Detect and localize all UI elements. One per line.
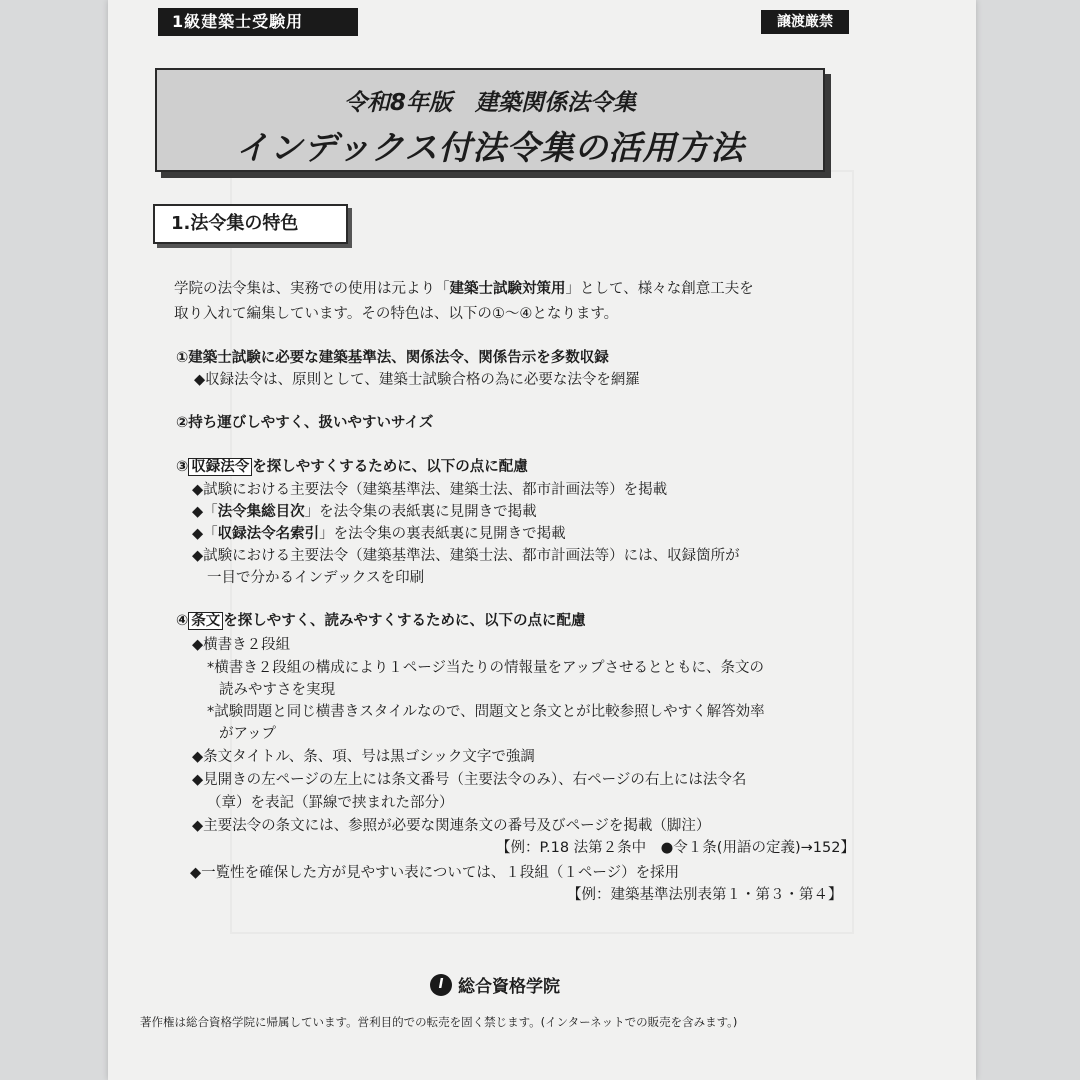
item4-heading: ④ 条文 を探しやすく、読みやすくするために、以下の点に配慮 bbox=[176, 613, 586, 629]
logo-mark-icon: I bbox=[430, 974, 452, 996]
item4-bullet2: ◆条文タイトル、条、項、号は黒ゴシック文字で強調 bbox=[192, 749, 535, 765]
item4-bullet5-example: 【例：建築基準法別表第１・第３・第４】 bbox=[567, 887, 843, 903]
item3-boxed-term: 収録法令 bbox=[188, 458, 252, 476]
item4-sub2-line2: がアップ bbox=[219, 726, 276, 742]
item4-bullet5: ◆一覧性を確保した方が見やすい表については、１段組（１ページ）を採用 bbox=[190, 865, 680, 881]
item4-bullet1: ◆横書き２段組 bbox=[192, 637, 291, 653]
item4-sub1-line1: *横書き２段組の構成により１ページ当たりの情報量をアップさせるとともに、条文の bbox=[207, 660, 764, 676]
item3-bullet2: ◆「法令集総目次」を法令集の表紙裏に見開きで掲載 bbox=[192, 504, 537, 520]
item4-boxed-term: 条文 bbox=[188, 612, 223, 630]
item1-heading: ①建築士試験に必要な建築基準法、関係法令、関係告示を多数収録 bbox=[176, 350, 609, 366]
intro-bold: 建築士試験対策用 bbox=[449, 281, 566, 297]
item3-bullet4-line2: 一目で分かるインデックスを印刷 bbox=[207, 570, 425, 586]
publisher-name: 総合資格学院 bbox=[458, 977, 560, 997]
item4-bullet3-line2: （章）を表記（罫線で挟まれた部分） bbox=[207, 795, 454, 811]
item4-bullet4: ◆主要法令の条文には、参照が必要な関連条文の番号及びページを掲載（脚注） bbox=[192, 818, 711, 834]
item3-heading: ③ 収録法令 を探しやすくするために、以下の点に配慮 bbox=[176, 459, 528, 475]
item4-bullet3-line1: ◆見開きの左ページの左上には条文番号（主要法令のみ）、右ページの右上には法令名 bbox=[192, 772, 747, 788]
item4-sub2-line1: *試験問題と同じ横書きスタイルなので、問題文と条文とが比較参照しやすく解答効率 bbox=[207, 704, 765, 720]
intro-line1: 学院の法令集は、実務での使用は元より「建築士試験対策用」として、様々な創意工夫を bbox=[174, 281, 754, 297]
item3-bullet1: ◆試験における主要法令（建築基準法、建築士法、都市計画法等）を掲載 bbox=[192, 482, 668, 498]
title-line1: 令和8年版 建築関係法令集 bbox=[343, 90, 636, 116]
title-box bbox=[155, 68, 825, 172]
exam-label-tab: 1級建築士受験用 bbox=[158, 8, 358, 36]
item3-bullet4-line1: ◆試験における主要法令（建築基準法、建築士法、都市計画法等）には、収録箇所が bbox=[192, 548, 740, 564]
title-line2: インデックス付法令集の活用方法 bbox=[235, 128, 745, 167]
item1-bullet1: ◆収録法令は、原則として、建築士試験合格の為に必要な法令を網羅 bbox=[194, 372, 640, 388]
section-heading: 1.法令集の特色 bbox=[153, 204, 348, 244]
copyright-notice: 著作権は総合資格学院に帰属しています。営利目的での転売を固く禁じます。(インターネットでの販売を含みます。) bbox=[140, 1015, 738, 1029]
no-transfer-tab: 譲渡厳禁 bbox=[761, 10, 849, 34]
item2-heading: ②持ち運びしやすく、扱いやすいサイズ bbox=[176, 415, 434, 431]
publisher-logo bbox=[430, 972, 560, 997]
intro-line2: 取り入れて編集しています。その特色は、以下の①～④となります。 bbox=[174, 306, 619, 322]
item4-sub1-line2: 読みやすさを実現 bbox=[219, 682, 335, 698]
item3-bullet3: ◆「収録法令名索引」を法令集の裏表紙裏に見開きで掲載 bbox=[192, 526, 566, 542]
item4-bullet4-example: 【例：P.18 法第２条中 ●令１条(用語の定義)→152】 bbox=[496, 840, 855, 856]
